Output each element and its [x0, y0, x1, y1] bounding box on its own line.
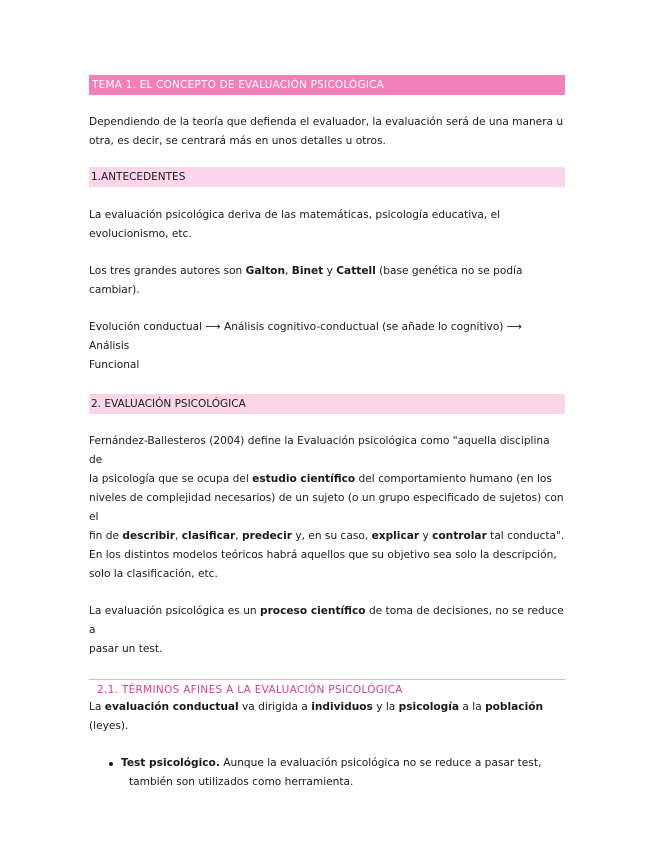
definition-line-5: En los distintos modelos teóricos habrá aquellos que su objetivo sea solo la descripción, [89, 549, 557, 561]
definition-line-3: niveles de complejidad necesarios) de un sujeto (o un grupo especificado de sujetos) con el [89, 492, 564, 523]
bullet-icon [109, 762, 113, 766]
definition-line-1: Fernández-Ballesteros (2004) define la Evaluación psicológica como "aquella disciplina de [89, 435, 550, 466]
antecedentes-p1-line-1: La evaluación psicológica deriva de las matemáticas, psicología educativa, el [89, 209, 501, 221]
intro-line-1: Dependiendo de la teoría que defienda el evaluador, la evaluación será de una manera u [89, 116, 564, 128]
antecedentes-paragraph-1 [89, 206, 565, 244]
definition-line-4-pre: fin de [89, 530, 123, 542]
definition-predecir: predecir [242, 530, 292, 542]
author-cattell: Cattell [336, 265, 376, 277]
terminos-mid-2: y la [372, 701, 399, 713]
definition-describir: describir [122, 530, 176, 542]
definition-line-4-post: tal conducta". [486, 530, 565, 542]
subsection-heading-terminos-afines: 2.1. TÉRMINOS AFINES A LA EVALUACIÓN PSICOLÓGICA [89, 679, 565, 698]
evolution-line-2: Funcional [89, 359, 140, 371]
intro-line-2: otra, es decir, se centrará más en unos detalles u otros. [89, 135, 386, 147]
definition-line-6: solo la clasificación, etc. [89, 568, 218, 580]
intro-paragraph [89, 113, 565, 151]
terminos-evaluacion-conductual: evaluación conductual [104, 701, 239, 713]
section-heading-evaluacion: 2. EVALUACIÓN PSICOLÓGICA [89, 394, 565, 414]
definition-line-2-pre: la psicología que se ocupa del [89, 473, 253, 485]
definition-clasificar: clasificar [181, 530, 236, 542]
antecedentes-paragraph-authors [89, 262, 565, 300]
terminos-psicologia: psicología [398, 701, 460, 713]
antecedentes-paragraph-evolution [89, 318, 565, 375]
definition-comma-2: , [235, 530, 243, 542]
bullet-text: Aunque la evaluación psicológica no se reduce a pasar test, [219, 757, 542, 769]
document-title: TEMA 1. EL CONCEPTO DE EVALUACIÓN PSICOLÓGICA [89, 75, 565, 95]
proceso-cientifico: proceso científico [260, 605, 366, 617]
author-binet: Binet [291, 265, 324, 277]
definition-estudio-cientifico: estudio científico [252, 473, 356, 485]
document-page [89, 74, 565, 792]
bullet-continuation: también son utilizados como herramienta. [129, 776, 354, 788]
proceso-line-2: pasar un test. [89, 643, 163, 655]
bullet-test-psicologico: Test psicológico. [121, 757, 220, 769]
evolution-line-1: Evolución conductual ⟶ Análisis cognitivo-conductual (se añade lo cognitivo) ⟶ Análisis [89, 321, 522, 352]
authors-post: (base genética no se podía cambiar). [89, 265, 523, 296]
list-item [89, 754, 565, 792]
definition-paragraph [89, 432, 565, 584]
section-heading-antecedentes: 1.ANTECEDENTES [89, 167, 565, 187]
proceso-pre: La evaluación psicológica es un [89, 605, 260, 617]
authors-sep-2: y [323, 265, 337, 277]
definition-line-2-post: del comportamiento humano (en los [355, 473, 552, 485]
terminos-pre: La [89, 701, 105, 713]
authors-pre: Los tres grandes autores son [89, 265, 246, 277]
terminos-mid-1: va dirigida a [238, 701, 312, 713]
definition-controlar: controlar [432, 530, 487, 542]
proceso-post: de toma de decisiones, no se reduce a [89, 605, 564, 636]
antecedentes-p1-line-2: evolucionismo, etc. [89, 228, 192, 240]
author-galton: Galton [245, 265, 285, 277]
proceso-paragraph [89, 602, 565, 659]
terminos-mid-3: a la [459, 701, 486, 713]
definition-explicar: explicar [371, 530, 420, 542]
bullet-list [89, 754, 565, 792]
terminos-post: (leyes). [89, 720, 129, 732]
definition-en-su-caso: y, en su caso, [291, 530, 372, 542]
terminos-poblacion: población [485, 701, 544, 713]
definition-y: y [419, 530, 433, 542]
terminos-individuos: individuos [311, 701, 373, 713]
authors-sep-1: , [285, 265, 292, 277]
definition-comma-1: , [175, 530, 182, 542]
terminos-paragraph [89, 698, 565, 736]
